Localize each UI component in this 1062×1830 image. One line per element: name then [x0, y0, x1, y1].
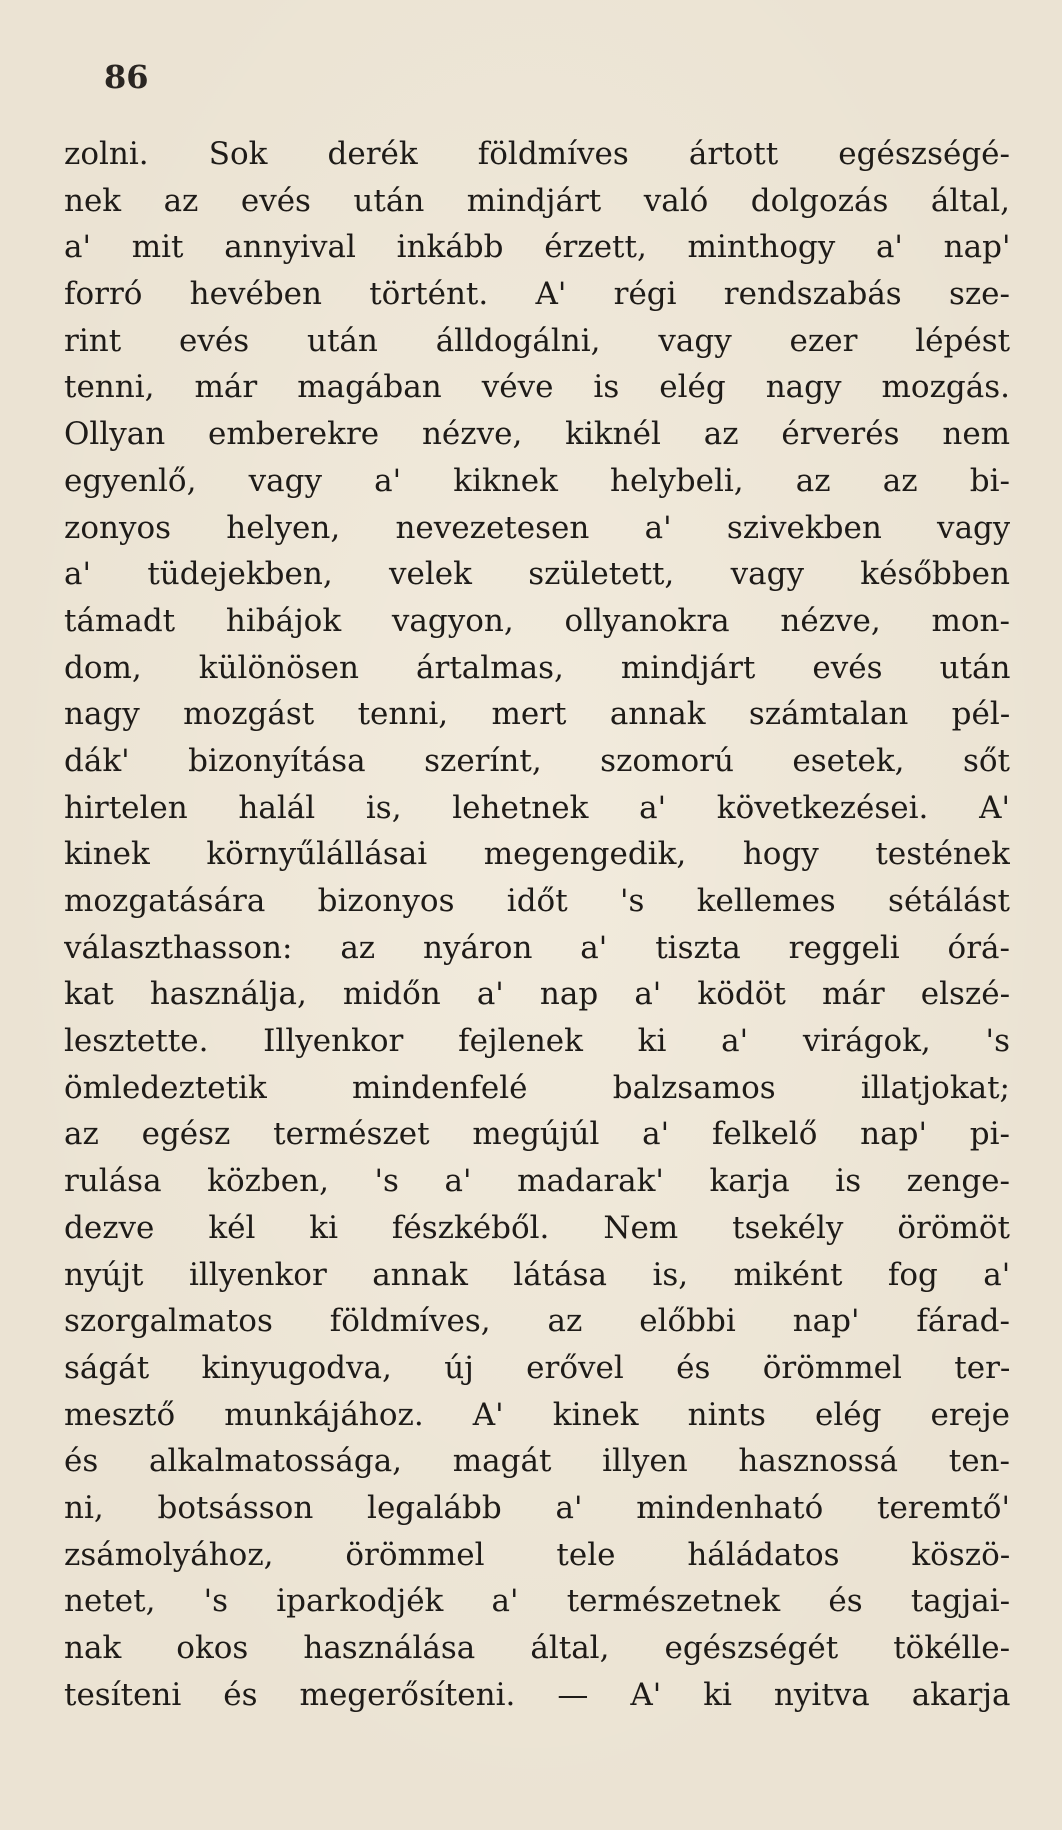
text-line: zolni. Sok derék földmíves ártott egészségé-: [64, 136, 1010, 172]
text-line: és alkalmatossága, magát illyen hasznossá ten-: [64, 1443, 1010, 1480]
text-line: hirtelen halál is, lehetnek a' következései. A': [64, 789, 1010, 826]
text-line: forró hevében történt. A' régi rendszabás sze-: [64, 276, 1010, 313]
text-line: zonyos helyen, nevezetesen a' szivekben vagy: [64, 509, 1010, 546]
text-line: rulása közben, 's a' madarak' karja is zenge-: [64, 1163, 1010, 1200]
text-line: zsámolyához, örömmel tele háládatos köszö-: [64, 1536, 1010, 1573]
text-line: mesztő munkájához. A' kinek nints elég ereje: [64, 1396, 1010, 1433]
text-line: az egész természet megújúl a' felkelő nap' pi-: [64, 1116, 1010, 1153]
text-line: dezve kél ki fészkéből. Nem tsekély örömöt: [64, 1209, 1010, 1246]
text-line: a' tüdejekben, velek született, vagy későbben: [64, 556, 1010, 593]
text-line: dák' bizonyítása szerínt, szomorú esetek, sőt: [64, 742, 1010, 779]
text-line: nagy mozgást tenni, mert annak számtalan pél-: [64, 696, 1010, 733]
text-line: kat használja, midőn a' nap a' ködöt már elszé-: [64, 976, 1010, 1013]
body-text: [64, 131, 1010, 1718]
text-line: ni, botsásson legalább a' mindenható teremtő': [64, 1489, 1010, 1526]
text-line: kinek környűlállásai megengedik, hogy testének: [64, 836, 1010, 873]
page-number: 86: [104, 58, 149, 96]
text-line: támadt hibájok vagyon, ollyanokra nézve, mon-: [64, 602, 1010, 639]
text-line: nyújt illyenkor annak látása is, miként fog a': [64, 1256, 1010, 1293]
text-line: nak okos használása által, egészségét tökélle-: [64, 1630, 1010, 1666]
text-line: választhasson: az nyáron a' tiszta reggeli órá-: [64, 929, 1010, 966]
text-line: mozgatására bizonyos időt 's kellemes sétálást: [64, 883, 1010, 919]
text-line: tenni, már magában véve is elég nagy mozgás.: [64, 369, 1010, 406]
text-line: egyenlő, vagy a' kiknek helybeli, az az bi-: [64, 462, 1010, 499]
text-line: ságát kinyugodva, új erővel és örömmel ter-: [64, 1349, 1010, 1386]
text-line: nek az evés után mindjárt való dolgozás által,: [64, 182, 1010, 219]
text-line: a' mit annyival inkább érzett, minthogy a' nap': [64, 229, 1010, 266]
text-line: tesíteni és megerősíteni. — A' ki nyitva akarja: [64, 1676, 1010, 1713]
text-line: szorgalmatos földmíves, az előbbi nap' fárad-: [64, 1303, 1010, 1340]
text-line: Ollyan emberekre nézve, kiknél az érverés nem: [64, 416, 1010, 453]
text-line: lesztette. Illyenkor fejlenek ki a' virágok, 's: [64, 1023, 1010, 1060]
text-line: rint evés után álldogálni, vagy ezer lépést: [64, 322, 1010, 359]
text-line: ömledeztetik mindenfelé balzsamos illatjokat;: [64, 1069, 1010, 1106]
text-line: netet, 's iparkodjék a' természetnek és tagjai-: [64, 1583, 1010, 1620]
text-line: dom, különösen ártalmas, mindjárt evés után: [64, 649, 1010, 686]
